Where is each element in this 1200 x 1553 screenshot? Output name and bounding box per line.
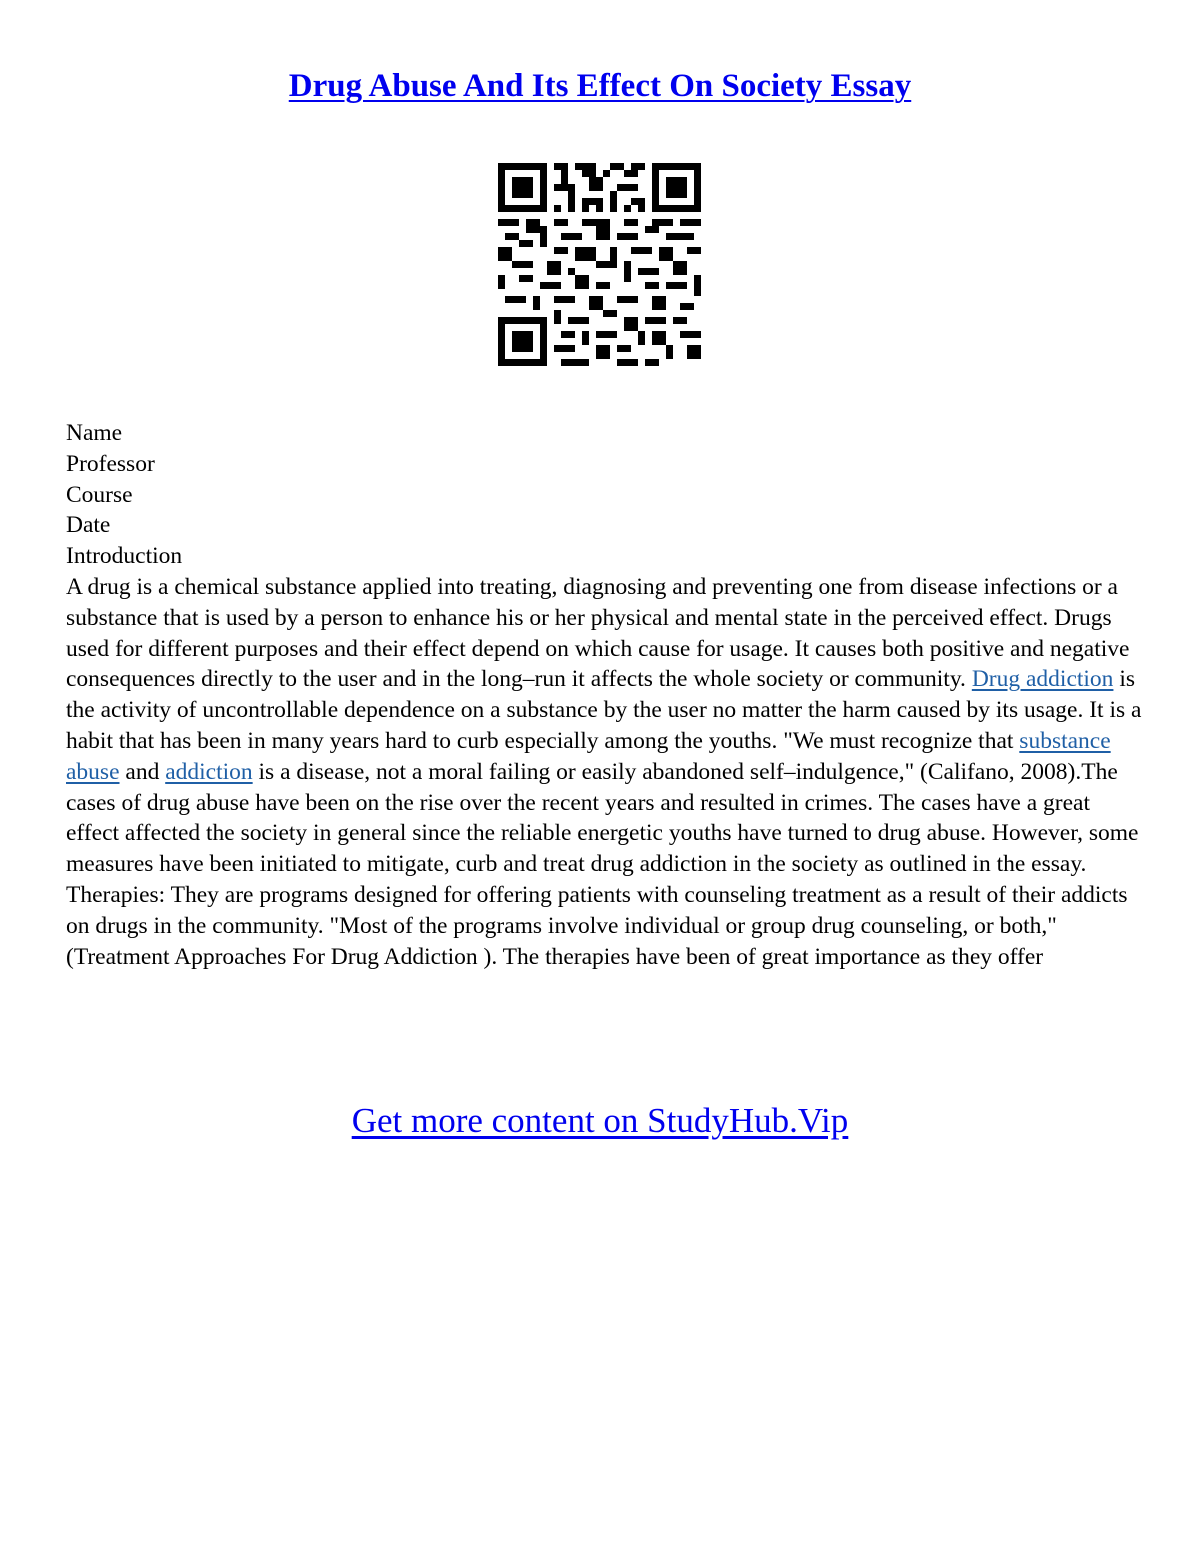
- document-title: [0, 66, 1200, 106]
- qr-code-graphic: [498, 163, 701, 366]
- paragraph-intro-text-2: is the activity of uncontrollable dependence on a substance by the user no matter the harm caused by its usage. It is a habit that has been in many years hard to curb especially among the youths. "We must recognize that: [66, 666, 1142, 754]
- paragraph-intro: [66, 572, 1146, 880]
- paragraph-therapies: Therapies: They are programs designed for offering patients with counseling treatment as a result of their addicts on drugs in the community. "Most of the programs involve individual or group drug counseling, or both," (Treatment Approaches For Drug Addiction ). The therapies have been of great importance as they offer: [66, 881, 1128, 970]
- substance-abuse-link[interactable]: substance abuse: [66, 727, 1111, 785]
- essay-body: [66, 572, 1146, 972]
- drug-addiction-link[interactable]: Drug addiction: [971, 666, 1114, 693]
- addiction-link[interactable]: addiction: [165, 758, 253, 785]
- professor-label: Professor: [66, 450, 155, 477]
- title-link[interactable]: Drug Abuse And Its Effect On Society Essay: [288, 68, 912, 104]
- date-label: Date: [66, 512, 111, 539]
- paragraph-intro-text-4: is a disease, not a moral failing or easily abandoned self–indulgence," (Califano, 2008).The cases of drug abuse have been on the rise over the recent years and resulted in crimes. The cases have a great effect affected the society in general since the reliable energetic youths have turned to drug abuse. However, some measures have been initiated to mitigate, curb and treat drug addiction in the society as outlined in the essay.: [66, 758, 1139, 878]
- studyhub-link[interactable]: Get more content on StudyHub.Vip: [351, 1101, 849, 1140]
- header-fields: [66, 418, 1146, 572]
- qr-code: [498, 163, 701, 366]
- introduction-heading: Introduction: [66, 543, 183, 570]
- footer: [0, 1100, 1200, 1142]
- name-label: Name: [66, 420, 123, 446]
- paragraph-intro-text-3: and: [119, 758, 166, 785]
- course-label: Course: [66, 481, 133, 508]
- paragraph-intro-text-1: A drug is a chemical substance applied into treating, diagnosing and preventing one from disease infections or a substance that is used by a person to enhance his or her physical and mental state in the perceived effect. Drugs used for different purposes and their effect depend on which cause for usage. It causes both positive and negative consequences directly to the user and in the long–run it affects the whole society or community.: [66, 574, 1130, 693]
